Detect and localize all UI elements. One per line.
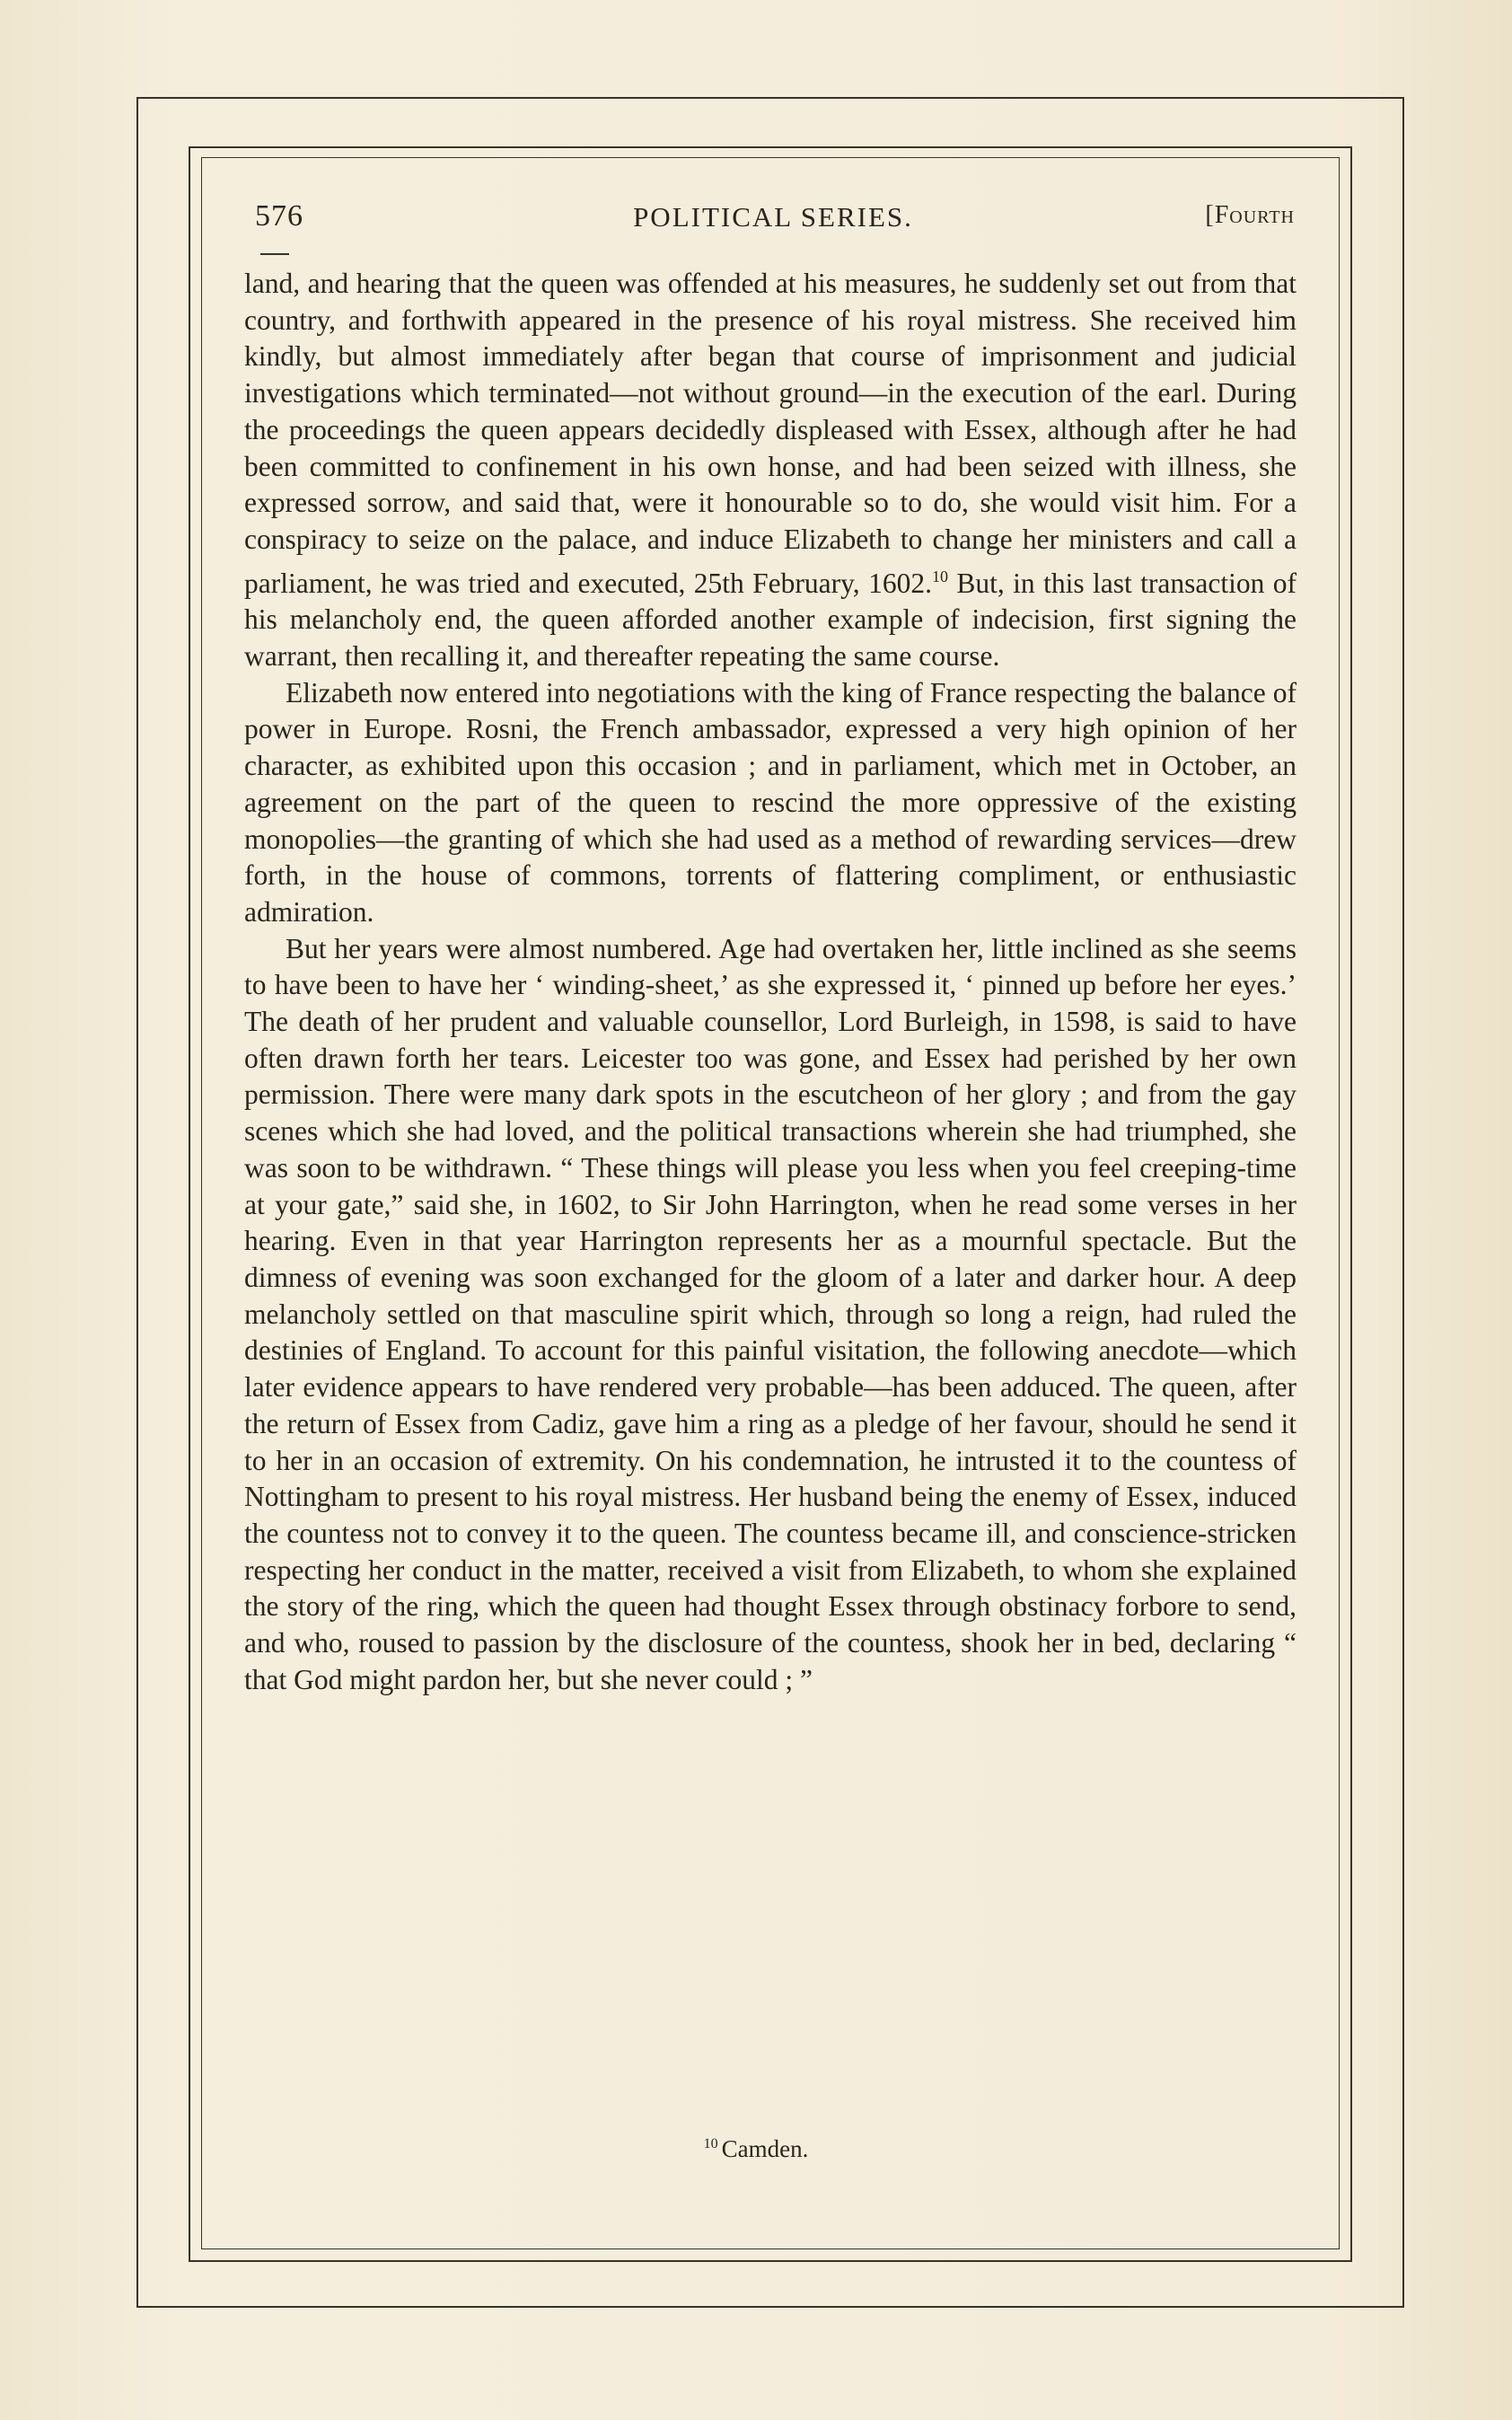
body-text	[244, 266, 1297, 1698]
footnote-text: Camden.	[721, 2135, 809, 2162]
paragraph	[244, 266, 1297, 675]
footnote	[0, 2135, 1512, 2163]
footnote-number: 10	[703, 2136, 718, 2152]
page-number: 576	[255, 199, 303, 233]
running-title: POLITICAL SERIES.	[633, 201, 913, 233]
paragraph-text: But, in this last transaction of his melancholy end, the queen afforded another example of indecision, first signing the warrant, then recalling it, and thereafter repeating the same course.	[244, 567, 1297, 673]
footnote-reference: 10	[931, 567, 948, 585]
section-mark: [Fourth	[1205, 201, 1295, 229]
paragraph: But her years were almost numbered. Age had overtaken her, little inclined as she seems to have been to have her ‘ winding-sheet,’ as she expressed it, ‘ pinned up before her eyes.’ The death of her prudent and valuable counsellor, Lord Burleigh, in 1598, is said to have often drawn forth her tears. Leicester too was gone, and Essex had perished by her own permission. There were many dark spots in the escutcheon of her glory ; and from the gay scenes which she had loved, and the political transactions wherein she had triumphed, she was soon to be withdrawn. “ These things will please you less when you feel creeping-time at your gate,” said she, in 1602, to Sir John Harrington, when he read some verses in her hearing. Even in that year Harrington represents her as a mournful spectacle. But the dimness of evening was soon exchanged for the gloom of a later and darker hour. A deep melancholy settled on that masculine spirit which, through so long a reign, had ruled the destinies of England. To account for this painful visitation, the following anecdote—which later evidence appears to have rendered very probable—has been adduced. The queen, after the return of Essex from Cadiz, gave him a ring as a pledge of her favour, should he send it to her in an occasion of extremity. On his condemnation, he intrusted it to the countess of Nottingham to present to his royal mistress. Her husband being the enemy of Essex, induced the countess not to convey it to the queen. The countess became ill, and conscience-stricken respecting her conduct in the matter, received a visit from Elizabeth, to whom she explained the story of the ring, which the queen had thought Essex through obstinacy forbore to send, and who, roused to passion by the disclosure of the countess, shook her in bed, declaring “ that God might pardon her, but she never could ; ”	[244, 932, 1297, 1695]
header-rule	[260, 253, 289, 255]
running-header	[251, 194, 1295, 244]
paragraph: Elizabeth now entered into negotiations with the king of France respecting the balance of power in Europe. Rosni, the French ambassador, expressed a very high opinion of her character, as exhibited upon this occasion ; and in parliament, which met in October, an agreement on the part of the queen to rescind the more oppressive of the existing monopolies—the granting of which she had used as a method of rewarding services—drew forth, in the house of commons, torrents of flattering compliment, or enthusiastic admiration.	[244, 676, 1297, 928]
paragraph-text: land, and hearing that the queen was offended at his measures, he suddenly set out from that country, and forthwith appeared in the presence of his royal mistress. She received him kindly, but almost immediately after began that course of imprisonment and judicial investigations which terminated—not without ground—in the execution of the earl. During the proceedings the queen appears decidedly displeased with Essex, although after he had been committed to confinement in his own honse, and had been seized with illness, she expressed sorrow, and said that, were it honourable so to do, she would visit him. For a conspiracy to seize on the palace, and induce Elizabeth to change her ministers and call a parliament, he was tried and executed, 25th February, 1602.	[244, 268, 1297, 599]
